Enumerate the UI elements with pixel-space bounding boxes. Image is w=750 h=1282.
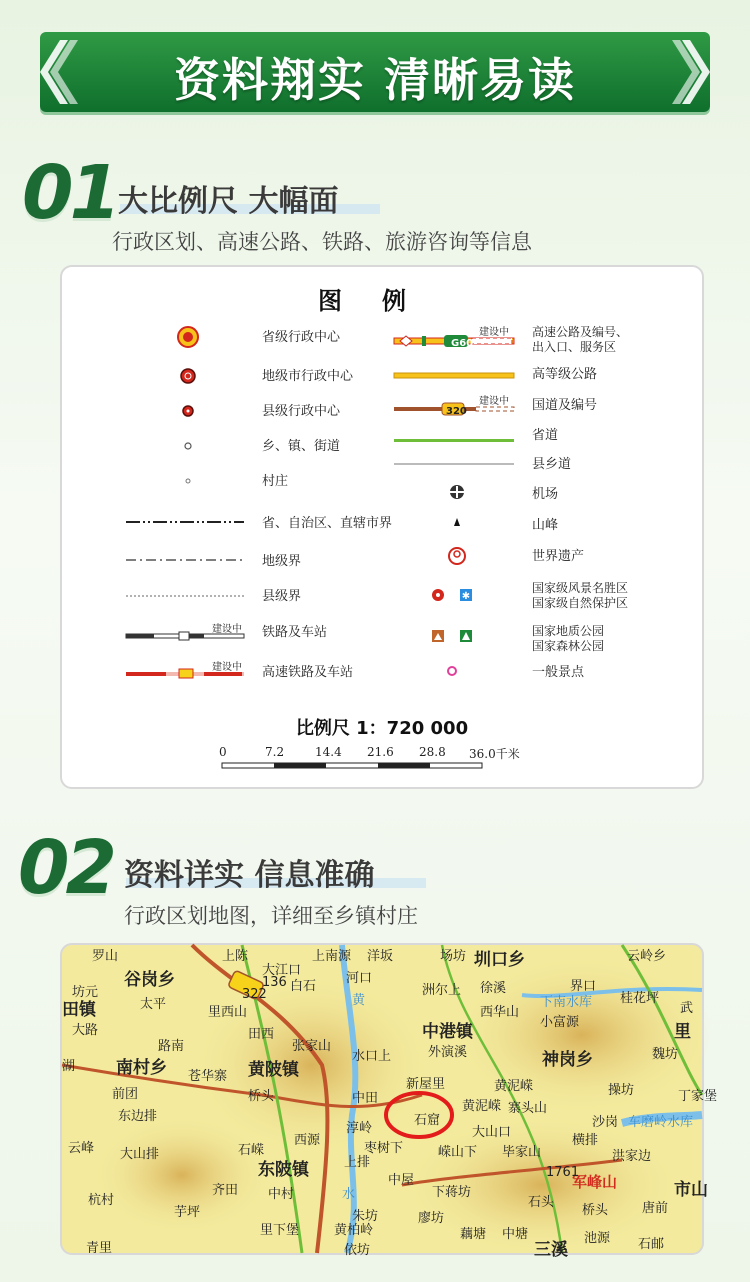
map-place-label: 朱坊 [352,1209,379,1224]
map-place-label: 谷岗乡 [124,970,175,990]
map-place-label: 石邮 [638,1237,665,1252]
legend-right-item: 高速公路及编号、 出入口、服务区 [532,325,629,354]
map-place-label: 罗山 [92,949,119,964]
park-symbols [428,585,488,675]
map-place-label: 下南水库 [540,995,593,1010]
legend-right-item: 省道 [532,428,559,443]
map-place-label: 毕家山 [502,1145,542,1160]
map-place-label: 徐溪 [480,981,507,996]
map-place-label: 嵘山下 [438,1145,478,1160]
map-place-label: 界口 [570,979,597,994]
scale-tick: 7.2 [265,745,285,759]
map-place-label: 新屋里 [406,1077,446,1092]
map-place-label: 魏坊 [652,1047,679,1062]
legend-right-item: 山峰 [532,518,559,533]
map-place-label: 中塘 [502,1227,529,1242]
map-place-label: 沙岗 [592,1115,619,1130]
map-place-label: 张家山 [292,1039,332,1054]
scale-tick: 0 [219,745,227,759]
national-road-code: 320 [446,406,467,417]
map-place-label: 依坊 [344,1243,371,1258]
map-place-label: 洪家边 [612,1149,652,1164]
map-place-label: 云岭乡 [627,949,667,964]
map-place-label: 藕塘 [460,1227,487,1242]
map-place-label: 136 [262,975,287,990]
map-place-label: 洲尔上 [422,983,462,998]
map-place-label: 石头 [528,1195,555,1210]
map-place-label: 中港镇 [422,1022,473,1042]
scale-tick: 21.6 [367,745,394,759]
scale-label: 比例尺 1：720 000 [295,718,469,739]
map-place-label: 1761 [546,1165,580,1180]
map-place-label: 外演溪 [428,1045,468,1060]
map-place-label: 大山口 [472,1125,512,1140]
map-place-label: 西华山 [480,1005,520,1020]
legend-right-item: 县乡道 [532,457,572,472]
map-place-label: 丁家堡 [678,1089,718,1104]
title-banner [40,32,710,112]
legend-right-item: 国道及编号 [532,398,598,413]
map-place-label: 河口 [346,971,373,986]
map-place-label: 太平 [140,997,167,1012]
map-place-label: 石窟 [414,1113,441,1128]
legend-left-item: 县级行政中心 [262,404,341,419]
map-place-label: 上排 [344,1155,371,1170]
legend-left-item: 县级界 [262,589,302,604]
map-place-label: 322 [242,987,267,1002]
section1-heading: 大比例尺 大幅面 [118,184,339,219]
map-place-label: 大江口 [262,963,302,978]
map-place-label: 神岗乡 [542,1050,593,1070]
legend-right-item: 一般景点 [532,665,585,680]
construction-label: 建设中 [479,396,509,407]
map-place-label: 杭村 [88,1193,115,1208]
legend-left-item: 乡、镇、街道 [262,439,341,454]
section2-heading: 资料详实 信息准确 [124,858,375,893]
map-place-label: 横排 [572,1133,599,1148]
map-place-label: 圳口乡 [474,950,525,970]
legend-left-item: 地级市行政中心 [262,369,354,384]
banner-title: 资料翔实 清晰易读 [173,53,576,107]
map-place-label: 场坊 [440,949,467,964]
map-place-label: 黄泥嵘 [462,1099,502,1114]
map-place-label: 桂花坪 [620,991,660,1006]
legend-right-item: 国家地质公园 国家森林公园 [532,624,605,653]
map-place-label: 洋坂 [367,949,394,964]
legend-right-item: 世界遗产 [532,549,585,564]
legend-left-item: 地级界 [262,554,302,569]
map-place-label: 小富源 [540,1015,580,1030]
scale-bar [222,762,502,772]
map-place-label: 黄泥嵘 [494,1079,534,1094]
map-place-label: 前团 [112,1087,139,1102]
map-place-label: 水 [342,1187,356,1202]
admin-center-symbols [170,325,206,525]
legend-title: 图例 [318,287,446,315]
boundary-and-rail-symbols [124,510,246,680]
map-place-label: 中田 [352,1091,379,1106]
section2-subtitle: 行政区划地图，详细至乡镇村庄 [124,904,418,928]
map-place-label: 里西山 [208,1005,248,1020]
map-place-label: 武 [680,1001,694,1016]
map-place-label: 操坊 [608,1083,635,1098]
section1-subtitle: 行政区划、高速公路、铁路、旅游咨询等信息 [112,230,532,254]
scale-tick: 36.0千米 [469,747,520,761]
section2-number: 02 [18,825,113,911]
map-place-label: 芋坪 [174,1205,201,1220]
construction-label: 建设中 [212,662,242,673]
svg-text:✱: ✱ [461,591,471,602]
map-place-label: 苍华寨 [188,1069,228,1084]
map-place-label: 东陂镇 [258,1160,309,1180]
legend-left-item: 高速铁路及车站 [262,665,354,680]
map-place-label: 湖 [62,1059,76,1074]
map-place-label: 池源 [584,1231,611,1246]
chevron-right-icon [670,32,710,112]
legend-left-item: 村庄 [262,474,289,489]
map-place-label: 大路 [72,1023,99,1038]
map-place-label: 下蒋坊 [432,1185,472,1200]
map-place-label: 齐田 [212,1183,239,1198]
map-place-label: 白石 [290,979,317,994]
map-place-label: 田镇 [62,1000,96,1020]
map-place-label: 坊元 [72,985,99,1000]
legend-right-item: 国家级风景名胜区 国家级自然保护区 [532,581,629,610]
map-place-label: 枣树下 [364,1141,404,1156]
legend-right-item: 机场 [532,487,559,502]
map-place-label: 上陈 [222,949,249,964]
map-place-label: 黄 [352,993,366,1008]
map-place-label: 桥头 [582,1203,609,1218]
map-place-label: 石嵘 [238,1143,265,1158]
map-place-label: 田西 [248,1027,275,1042]
construction-label: 建设中 [212,624,242,635]
map-place-label: 廖坊 [418,1211,445,1226]
scale-tick: 14.4 [315,745,342,759]
legend-left-item: 省级行政中心 [262,330,341,345]
scale-tick: 28.8 [419,745,446,759]
map-place-label: 黄柏岭 [334,1223,374,1238]
construction-label: 建设中 [479,327,509,338]
legend-left-item: 铁路及车站 [262,625,328,640]
map-place-label: 车磨岭水库 [628,1115,694,1130]
map-place-label: 路南 [158,1039,185,1054]
section1-number: 01 [22,150,117,236]
map-place-label: 大山排 [120,1147,160,1162]
map-place-label: 中村 [268,1187,295,1202]
map-place-label: 西源 [294,1133,321,1148]
map-preview [60,943,718,1260]
map-place-label: 军峰山 [572,1173,618,1191]
legend-card [60,265,704,789]
map-place-label: 黄陂镇 [248,1060,299,1080]
map-place-label: 南村乡 [116,1058,167,1078]
map-place-label: 淳岭 [346,1121,373,1136]
map-place-label: 寨头山 [508,1101,548,1116]
map-place-label: 上南源 [312,949,352,964]
map-place-label: 水口上 [352,1049,392,1064]
legend-right-item: 高等级公路 [532,367,598,382]
expressway-code: G60 [451,338,474,349]
map-place-label: 云峰 [68,1141,95,1156]
map-place-label: 唐前 [642,1201,669,1216]
map-place-label: 市山 [674,1180,708,1200]
map-place-label: 东边排 [118,1109,158,1124]
map-place-label: 里下堡 [260,1223,300,1238]
map-place-label: 三溪 [534,1240,568,1260]
map-place-label: 里 [674,1022,691,1042]
map-place-label: 桥头 [248,1089,275,1104]
map-place-label: 中屋 [388,1173,415,1188]
legend-left-item: 省、自治区、直辖市界 [262,516,393,531]
map-place-label: 青里 [86,1241,113,1256]
